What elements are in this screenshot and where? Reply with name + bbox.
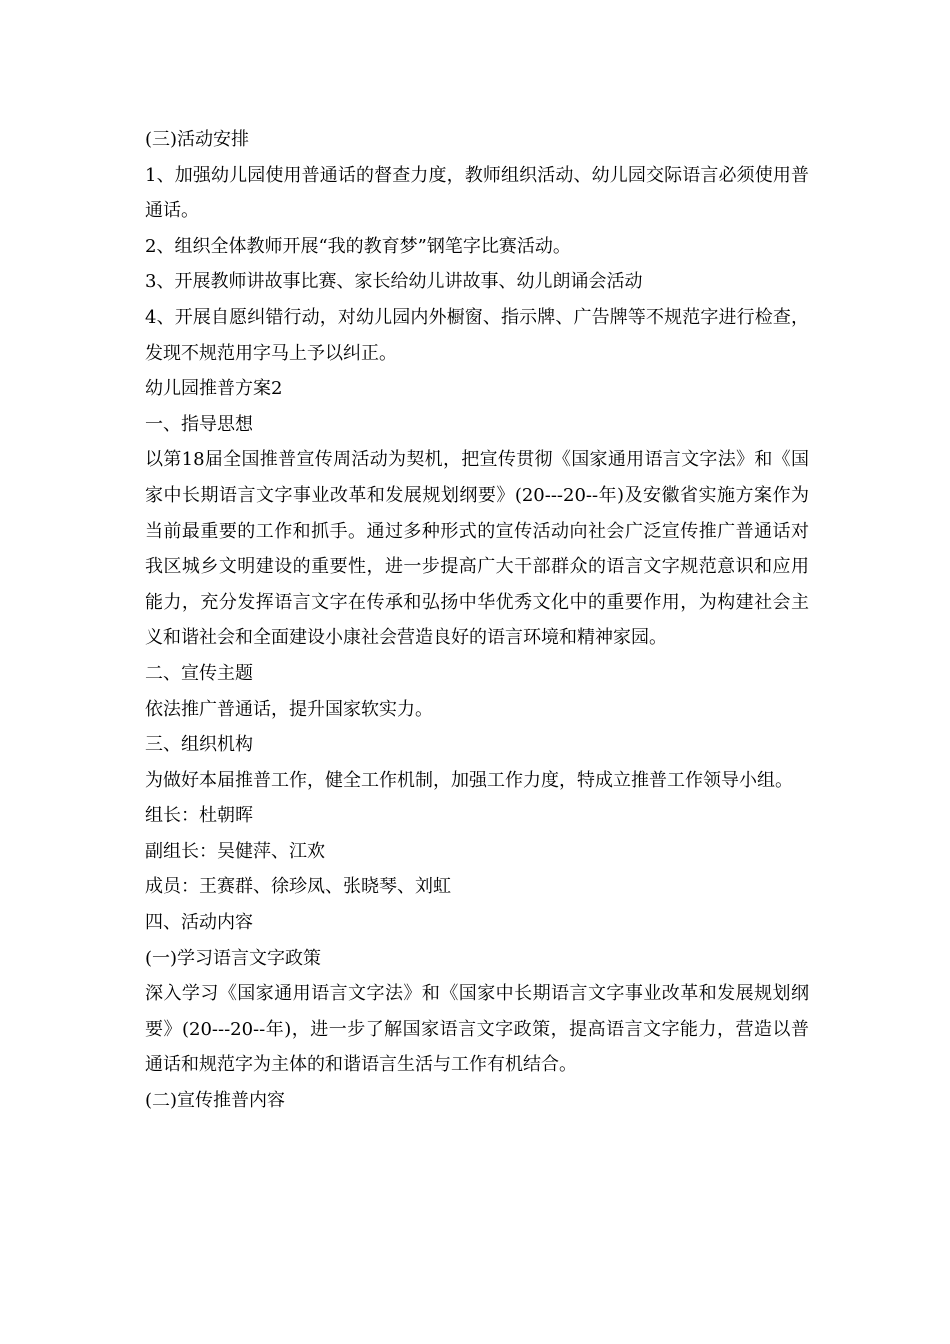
section-heading: 一、指导思想 — [145, 413, 253, 435]
subsection-heading: (一)学习语言文字政策 — [145, 947, 322, 969]
section-heading: 二、宣传主题 — [145, 662, 253, 684]
list-item: 1、加强幼儿园使用普通话的督查力度，教师组织活动、幼儿园交际语言必须使用普通话。 — [145, 164, 809, 222]
subsection-heading: (二)宣传推普内容 — [145, 1090, 286, 1112]
team-leader-line: 组长：杜朝晖 — [145, 805, 253, 827]
document-title: 幼儿园推普方案2 — [145, 378, 283, 400]
body-paragraph: 以第18届全国推普宣传周活动为契机，把宣传贯彻《国家通用语言文字法》和《国家中长期语言文字事业改革和发展规划纲要》(20---20--年)及安徽省实施方案作为当前最重要的工作和抓手。通过多种形式的宣传活动向社会广泛宣传推广普通话对我区城乡文明建设的重要性，进一步提高广大干部群众的语言文字规范意识和应用能力，充分发挥语言文字在传承和弘扬中华优秀文化中的重要作用，为构建社会主义和谐社会和全面建设小康社会营造良好的语言环境和精神家园。 — [145, 449, 809, 649]
members-line: 成员：王赛群、徐珍凤、张晓琴、刘虹 — [145, 876, 451, 898]
list-item: 2、组织全体教师开展“我的教育梦”钢笔字比赛活动。 — [145, 235, 571, 257]
section-heading: 三、组织机构 — [145, 734, 253, 756]
body-paragraph: 依法推广普通话，提升国家软实力。 — [145, 698, 433, 720]
list-item: 4、开展自愿纠错行动，对幼儿园内外橱窗、指示牌、广告牌等不规范字进行检查，发现不规范用字马上予以纠正。 — [145, 306, 809, 364]
section-heading: 四、活动内容 — [145, 912, 253, 934]
document-body — [145, 122, 809, 1119]
section-heading: (三)活动安排 — [145, 129, 250, 150]
list-item: 3、开展教师讲故事比赛、家长给幼儿讲故事、幼儿朗诵会活动 — [145, 271, 643, 293]
body-paragraph: 深入学习《国家通用语言文字法》和《国家中长期语言文字事业改革和发展规划纲要》(20---20--年)，进一步了解国家语言文字政策，提高语言文字能力，营造以普通话和规范字为主体的和谐语言生活与工作有机结合。 — [145, 983, 809, 1076]
body-paragraph: 为做好本届推普工作，健全工作机制，加强工作力度，特成立推普工作领导小组。 — [145, 769, 793, 791]
deputy-leader-line: 副组长：吴健萍、江欢 — [145, 840, 325, 862]
